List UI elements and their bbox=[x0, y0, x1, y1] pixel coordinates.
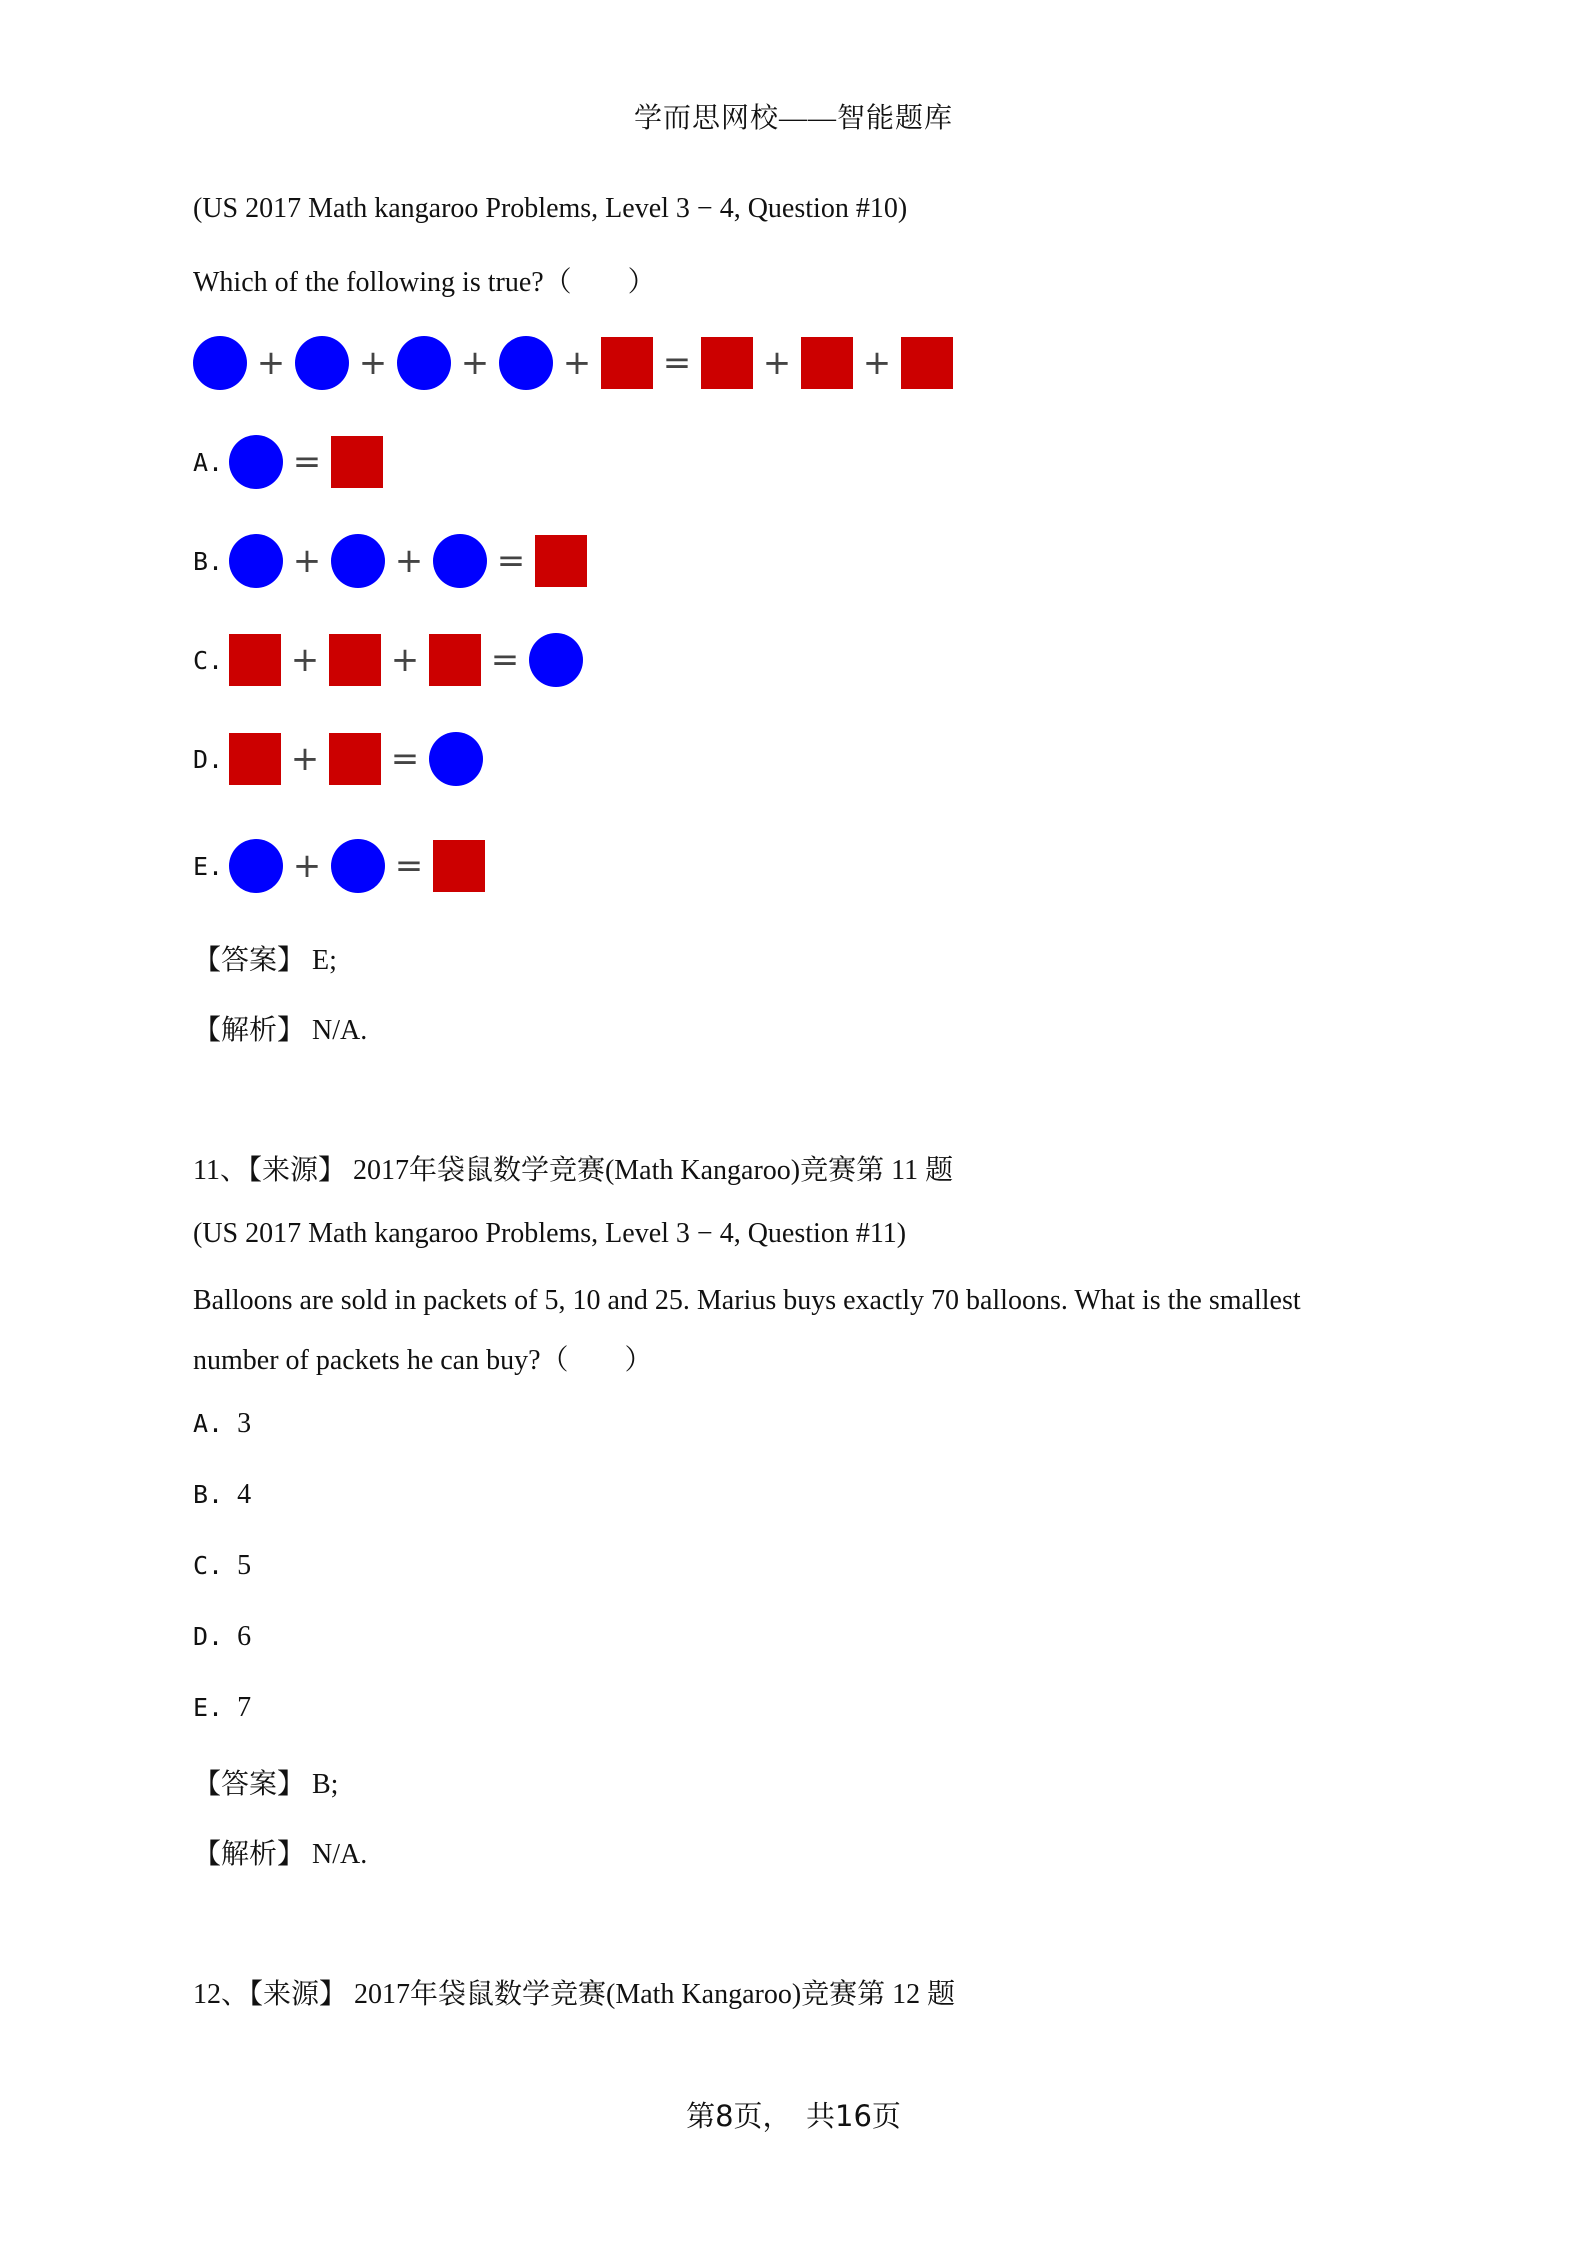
q11-option-e-value: 7 bbox=[237, 1692, 252, 1723]
plus-sign: + bbox=[256, 343, 286, 383]
option-label: B. bbox=[193, 546, 224, 576]
option-label: D. bbox=[193, 744, 224, 774]
q10-equation bbox=[193, 333, 953, 393]
q10-option-a bbox=[193, 432, 383, 492]
plus-sign: + bbox=[390, 640, 420, 680]
blue-circle-shape bbox=[397, 336, 451, 390]
q10-question: Which of the following is true?（ ） bbox=[193, 267, 656, 298]
plus-sign: + bbox=[292, 541, 322, 581]
blue-circle-shape bbox=[331, 534, 385, 588]
q11-title: 11、【来源】 2017年袋鼠数学竞赛(Math Kangaroo)竞赛第 11 题 bbox=[193, 1155, 954, 1186]
blue-circle-shape bbox=[229, 435, 283, 489]
q11-option-a-value: 3 bbox=[237, 1408, 252, 1439]
equals-sign: = bbox=[292, 442, 322, 482]
equals-sign: = bbox=[390, 739, 420, 779]
red-square-shape bbox=[429, 634, 481, 686]
option-label: A. bbox=[193, 447, 224, 477]
q10-source-line: (US 2017 Math kangaroo Problems, Level 3 − 4, Question #10) bbox=[193, 193, 908, 224]
q11-option-b-value: 4 bbox=[237, 1479, 252, 1510]
equals-sign: = bbox=[662, 343, 692, 383]
red-square-shape bbox=[535, 535, 587, 587]
q11-option-c bbox=[193, 1550, 251, 1582]
red-square-shape bbox=[433, 840, 485, 892]
q11-question-line2: number of packets he can buy?（ ） bbox=[193, 1345, 653, 1376]
plus-sign: + bbox=[290, 640, 320, 680]
red-square-shape bbox=[801, 337, 853, 389]
equals-sign: = bbox=[496, 541, 526, 581]
plus-sign: + bbox=[358, 343, 388, 383]
blue-circle-shape bbox=[331, 839, 385, 893]
blue-circle-shape bbox=[429, 732, 483, 786]
red-square-shape bbox=[229, 634, 281, 686]
red-square-shape bbox=[601, 337, 653, 389]
red-square-shape bbox=[331, 436, 383, 488]
plus-sign: + bbox=[862, 343, 892, 383]
red-square-shape bbox=[329, 733, 381, 785]
option-label: C. bbox=[193, 645, 224, 675]
blue-circle-shape bbox=[529, 633, 583, 687]
red-square-shape bbox=[229, 733, 281, 785]
blue-circle-shape bbox=[499, 336, 553, 390]
q10-option-e bbox=[193, 836, 485, 896]
plus-sign: + bbox=[460, 343, 490, 383]
q11-option-d-value: 6 bbox=[237, 1621, 252, 1652]
q11-question-line1: Balloons are sold in packets of 5, 10 and 25. Marius buys exactly 70 balloons. What is the smallest bbox=[193, 1285, 1301, 1316]
red-square-shape bbox=[329, 634, 381, 686]
plus-sign: + bbox=[394, 541, 424, 581]
blue-circle-shape bbox=[193, 336, 247, 390]
page-footer: 第8页， 共16页 bbox=[686, 2099, 901, 2133]
plus-sign: + bbox=[562, 343, 592, 383]
q11-option-c-value: 5 bbox=[237, 1550, 252, 1581]
q11-answer: 【答案】 B; bbox=[193, 1769, 339, 1800]
plus-sign: + bbox=[290, 739, 320, 779]
plus-sign: + bbox=[292, 846, 322, 886]
q11-option-c-label: C. bbox=[193, 1551, 224, 1580]
blue-circle-shape bbox=[229, 839, 283, 893]
option-label: E. bbox=[193, 851, 224, 881]
equals-sign: = bbox=[394, 846, 424, 886]
red-square-shape bbox=[901, 337, 953, 389]
page-header: 学而思网校——智能题库 bbox=[633, 103, 953, 134]
q11-option-a-label: A. bbox=[193, 1409, 224, 1438]
blue-circle-shape bbox=[295, 336, 349, 390]
q10-answer: 【答案】 E; bbox=[193, 945, 337, 976]
q11-analysis: 【解析】 N/A. bbox=[193, 1839, 368, 1870]
q11-option-e bbox=[193, 1692, 251, 1724]
plus-sign: + bbox=[762, 343, 792, 383]
red-square-shape bbox=[701, 337, 753, 389]
q10-option-c bbox=[193, 630, 583, 690]
blue-circle-shape bbox=[433, 534, 487, 588]
q11-option-b bbox=[193, 1479, 251, 1511]
q11-option-d bbox=[193, 1621, 251, 1653]
q10-analysis: 【解析】 N/A. bbox=[193, 1015, 368, 1046]
q11-option-b-label: B. bbox=[193, 1480, 224, 1509]
q11-option-d-label: D. bbox=[193, 1622, 224, 1651]
q11-source-line: (US 2017 Math kangaroo Problems, Level 3 − 4, Question #11) bbox=[193, 1218, 907, 1249]
q11-option-e-label: E. bbox=[193, 1693, 224, 1722]
blue-circle-shape bbox=[229, 534, 283, 588]
q11-option-a bbox=[193, 1408, 251, 1440]
q12-title: 12、【来源】 2017年袋鼠数学竞赛(Math Kangaroo)竞赛第 12 题 bbox=[193, 1979, 956, 2010]
q10-option-d bbox=[193, 729, 483, 789]
q10-option-b bbox=[193, 531, 587, 591]
equals-sign: = bbox=[490, 640, 520, 680]
